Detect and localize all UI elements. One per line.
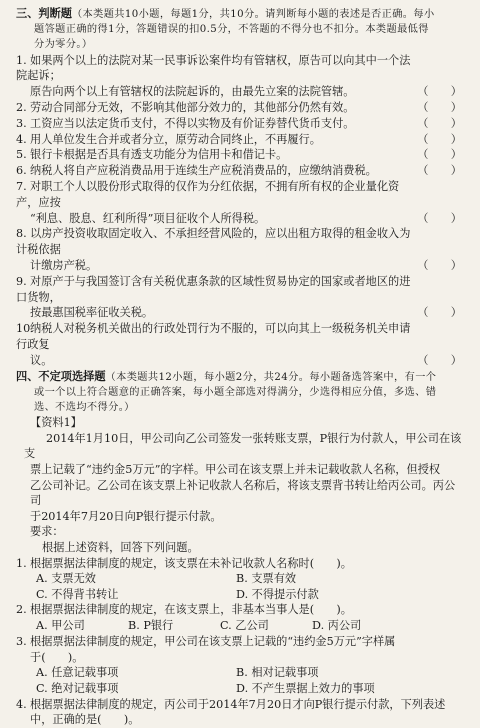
question-text: 根据票据法律制度的规定，在该支票上，非基本当事人是( )。 xyxy=(30,603,352,616)
material-block xyxy=(16,415,466,555)
question-text: 对职工个人以股份形式取得的仅作为分红依据，不拥有所有权的企业量化资产，应按 xyxy=(16,180,399,209)
answer-option[interactable]: D. 不得提示付款 xyxy=(236,587,436,603)
material-label: 【资料1】 xyxy=(16,415,466,431)
question-number: 4. xyxy=(16,697,30,713)
answer-blank[interactable]: （ ） xyxy=(417,147,462,163)
section-4-note-line2: 或一个以上符合题意的正确答案，每小题全部选对得满分，少选得相应分值，多选、错 xyxy=(16,385,466,400)
answer-blank[interactable]: （ ） xyxy=(417,211,462,227)
question-first-line xyxy=(16,556,466,572)
section-4-heading xyxy=(16,369,466,385)
judgement-question xyxy=(16,147,466,163)
judgement-question xyxy=(16,116,466,132)
judgement-question xyxy=(16,226,466,273)
material-line: 乙公司补记。乙公司在该支票上补记收款人名称后，将该支票背书转让给丙公司。丙公司 xyxy=(16,478,466,509)
answer-option[interactable]: D. 丙公司 xyxy=(312,618,404,634)
material-paragraph xyxy=(16,431,466,525)
question-first-line xyxy=(16,116,466,132)
question-continuation xyxy=(16,712,466,728)
question-number: 1. xyxy=(16,556,30,572)
answer-option[interactable]: D. 不产生票据上效力的事项 xyxy=(236,681,436,697)
answer-blank[interactable]: （ ） xyxy=(417,84,462,100)
choice-question-list xyxy=(16,556,466,728)
section-4-note: （本类题共12小题，每小题2分，共24分。每小题备选答案中，有一个 xyxy=(106,372,437,383)
judgement-question-list xyxy=(16,53,466,369)
question-continuation xyxy=(16,258,466,274)
judgement-question xyxy=(16,53,466,100)
question-first-line xyxy=(16,53,466,85)
section-3-title: 三、判断题 xyxy=(16,6,72,20)
question-number: 5. xyxy=(16,147,30,163)
judgement-question xyxy=(16,321,466,368)
requirement-label: 要求： xyxy=(16,524,466,540)
answer-blank[interactable]: （ ） xyxy=(417,132,462,148)
answer-option[interactable]: A. 甲公司 xyxy=(36,618,128,634)
question-number: 8. xyxy=(16,226,30,242)
answer-blank[interactable]: （ ） xyxy=(417,258,462,274)
option-row xyxy=(16,665,466,681)
section-3-heading xyxy=(16,6,466,22)
judgement-question xyxy=(16,274,466,321)
answer-option[interactable]: C. 绝对记载事项 xyxy=(36,681,236,697)
section-3-note-line3: 分为零分。） xyxy=(16,37,466,52)
answer-option[interactable]: B. 相对记载事项 xyxy=(236,665,436,681)
answer-option[interactable]: A. 任意记载事项 xyxy=(36,665,236,681)
option-row xyxy=(16,571,466,587)
judgement-question xyxy=(16,100,466,116)
judgement-question xyxy=(16,163,466,179)
requirement-text: 根据上述资料，回答下列问题。 xyxy=(16,540,466,556)
choice-question xyxy=(16,697,466,728)
question-number: 2. xyxy=(16,100,30,116)
question-first-line xyxy=(16,163,466,179)
question-text: 根据票据法律制度的规定，甲公司在该支票上记载的“违约金5万元”字样属 xyxy=(30,635,395,648)
question-text: 计缴房产税。 xyxy=(30,259,97,272)
question-number: 4. xyxy=(16,132,30,148)
question-text: 根据票据法律制度的规定，丙公司于2014年7月20日才向P银行提示付款，下列表述 xyxy=(30,698,445,711)
choice-question xyxy=(16,602,466,618)
question-first-line xyxy=(16,226,466,258)
question-text: 工资应当以法定货币支付，不得以实物及有价证券替代货币支付。 xyxy=(30,117,354,130)
answer-blank[interactable]: （ ） xyxy=(417,305,462,321)
question-text: “利息、股息、红利所得”项目征收个人所得税。 xyxy=(30,212,265,225)
question-text: 中，正确的是( )。 xyxy=(30,713,139,726)
question-number: 3. xyxy=(16,116,30,132)
question-first-line xyxy=(16,602,466,618)
question-text: 纳税人将自产应税消费品用于连续生产应税消费品的，应缴纳消费税。 xyxy=(30,164,377,177)
question-text: 纳税人对税务机关做出的行政处罚行为不服的，可以向其上一级税务机关申请行政复 xyxy=(16,322,410,351)
option-row xyxy=(16,681,466,697)
question-text: 按最惠国税率征收关税。 xyxy=(30,306,153,319)
question-number: 10. xyxy=(16,321,30,337)
question-number: 1. xyxy=(16,53,30,69)
judgement-question xyxy=(16,132,466,148)
question-text: 议。 xyxy=(30,354,52,367)
choice-question xyxy=(16,556,466,572)
question-text: 根据票据法律制度的规定，该支票在未补记收款人名称时( )。 xyxy=(30,557,352,570)
question-first-line xyxy=(16,634,466,650)
question-first-line xyxy=(16,274,466,306)
answer-option[interactable]: B. P银行 xyxy=(128,618,220,634)
question-number: 9. xyxy=(16,274,30,290)
question-first-line xyxy=(16,697,466,713)
question-continuation xyxy=(16,211,466,227)
answer-option[interactable]: C. 不得背书转让 xyxy=(36,587,236,603)
question-first-line xyxy=(16,100,466,116)
question-number: 2. xyxy=(16,602,30,618)
question-number: 3. xyxy=(16,634,30,650)
question-continuation xyxy=(16,84,466,100)
question-first-line xyxy=(16,321,466,353)
answer-option[interactable]: B. 支票有效 xyxy=(236,571,436,587)
question-text: 于( )。 xyxy=(30,651,83,664)
material-line: 于2014年7月20日向P银行提示付款。 xyxy=(16,509,466,525)
section-3-note: （本类题共10小题，每题1分，共10分。请判断每小题的表述是否正确。每小 xyxy=(72,9,435,20)
question-text: 如果两个以上的法院对某一民事诉讼案件均有管辖权，原告可以向其中一个法院起诉； xyxy=(16,54,410,83)
question-continuation xyxy=(16,305,466,321)
answer-blank[interactable]: （ ） xyxy=(417,353,462,369)
question-text: 对原产于与我国签订含有关税优惠条款的区域性贸易协定的国家或者地区的进口货物， xyxy=(16,275,410,304)
option-row xyxy=(16,587,466,603)
question-continuation xyxy=(16,650,466,666)
answer-blank[interactable]: （ ） xyxy=(417,116,462,132)
answer-option[interactable]: A. 支票无效 xyxy=(36,571,236,587)
answer-blank[interactable]: （ ） xyxy=(417,163,462,179)
question-first-line xyxy=(16,132,466,148)
question-first-line xyxy=(16,147,466,163)
question-text: 银行卡根据是否具有透支功能分为信用卡和借记卡。 xyxy=(30,148,287,161)
material-line: 票上记载了“违约金5万元”的字样。甲公司在该支票上并未记载收款人名称，但授权 xyxy=(16,462,466,478)
choice-question xyxy=(16,634,466,666)
material-line: 2014年1月10日，甲公司向乙公司签发一张转账支票，P银行为付款人，甲公司在该支 xyxy=(16,431,466,462)
question-text: 以房产投资收取固定收入、不承担经营风险的，应以出租方取得的租金收入为计税依据 xyxy=(16,227,410,256)
question-text: 劳动合同部分无效，不影响其他部分效力的，其他部分仍然有效。 xyxy=(30,101,354,114)
question-first-line xyxy=(16,179,466,211)
question-number: 6. xyxy=(16,163,30,179)
judgement-question xyxy=(16,179,466,226)
section-4-title: 四、不定项选择题 xyxy=(16,369,106,383)
question-number: 7. xyxy=(16,179,30,195)
answer-blank[interactable]: （ ） xyxy=(417,100,462,116)
option-row xyxy=(16,618,466,634)
section-4-note-line3: 选、不选均不得分。） xyxy=(16,400,466,415)
section-3-note-line2: 题答题正确的得1分，答题错误的扣0.5分，不答题的不得分也不扣分。本类题最低得 xyxy=(16,22,466,37)
answer-option[interactable]: C. 乙公司 xyxy=(220,618,312,634)
question-continuation xyxy=(16,353,466,369)
question-text: 原告向两个以上有管辖权的法院起诉的，由最先立案的法院管辖。 xyxy=(30,85,354,98)
question-text: 用人单位发生合并或者分立，原劳动合同终止，不再履行。 xyxy=(30,133,321,146)
